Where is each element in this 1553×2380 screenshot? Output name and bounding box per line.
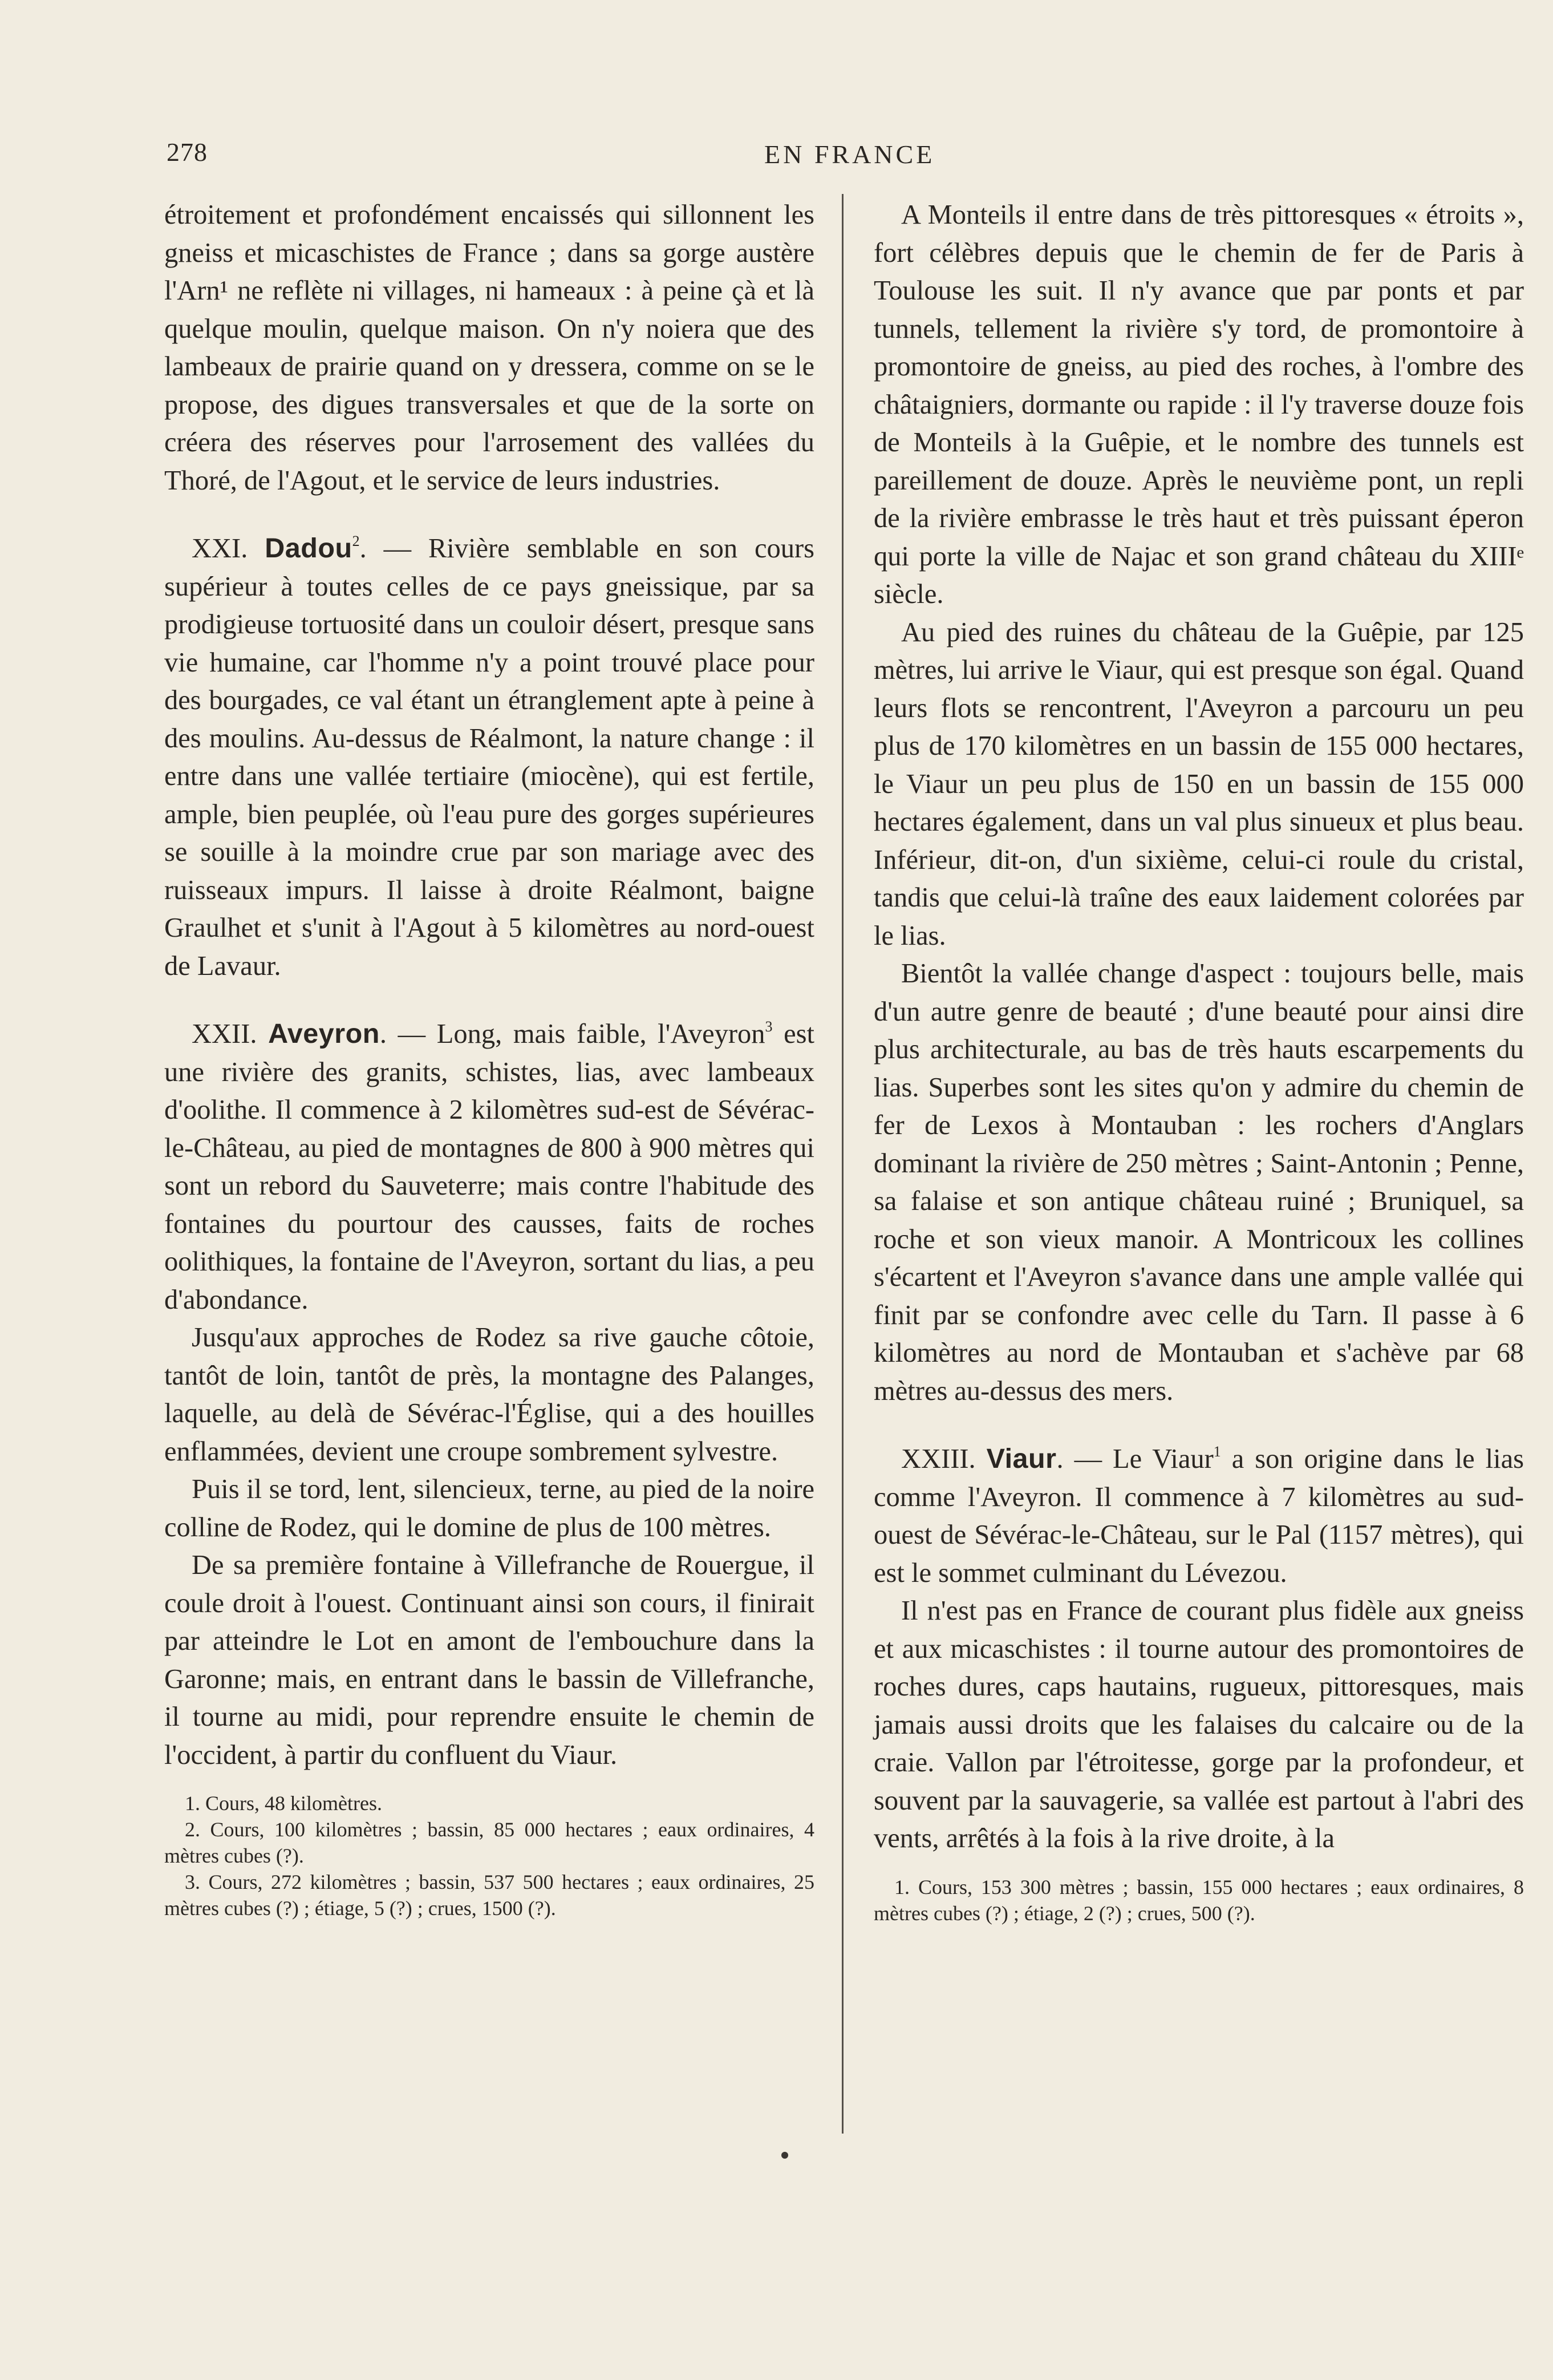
section-title-viaur: Viaur [986,1443,1057,1474]
page-number: 278 [167,137,208,167]
column-divider [842,194,844,2134]
footnotes-left [164,1790,814,1921]
section-xxii [164,1015,814,1319]
section-title-dadou: Dadou [265,533,352,564]
paragraph: Il n'est pas en France de courant plus fidèle aux gneiss et aux micaschistes : il tourne autour des promontoires de roches dures, caps hautains, rugueux, pittoresques, mais jamais aussi droits que les falaises du calcaire ou de la craie. Vallon par l'étroitesse, gorge par la profondeur, et souvent par la sauvagerie, sa vallée est partout à l'abri des vents, arrêtés à la fois à la rive droite, à la [874,1596,1524,1853]
footnote: 3. Cours, 272 kilomètres ; bassin, 537 500 hectares ; eaux ordinaires, 25 mètres cubes (?) ; étiage, 5 (?) ; crues, 1500 (?). [164,1871,814,1920]
section-text: est une rivière des granits, schistes, lias, avec lambeaux d'oolithe. Il commence à 2 kilomètres sud-est de Sévérac-le-Château, au pied de montagnes de 800 à 900 mètres qui sont un rebord du Sauveterre; mais contre l'habitude des fontaines du pourtour des causses, faits de roches oolithiques, la fontaine de l'Aveyron, sortant du lias, a peu d'abondance. [164,1019,814,1315]
section-xxiii [874,1440,1524,1592]
section-text: a son origine dans le lias comme l'Aveyron. Il commence à 7 kilomètres au sud-ouest de Sévérac-le-Château, sur le Pal (1157 mètres), qui est le sommet culminant du Lévezou. [874,1444,1524,1588]
paragraph: Au pied des ruines du château de la Guêpie, par 125 mètres, lui arrive le Viaur, qui est presque son égal. Quand leurs flots se rencontrent, l'Aveyron a parcouru un peu plus de 170 kilomètres en un bassin de 155 000 hectares, le Viaur un peu plus de 150 en un bassin de 155 000 hectares également, dans un val plus sinueux et plus beau. Inférieur, dit-on, d'un sixième, celui-ci roule du cristal, tandis que celui-là traîne des eaux laidement colorées par le lias. [874,617,1524,951]
footnote: 1. Cours, 48 kilomètres. [185,1792,382,1815]
paragraph: Puis il se tord, lent, silencieux, terne, au pied de la noire colline de Rodez, qui le domine de plus de 100 mètres. [164,1474,814,1543]
right-column [874,196,1524,1926]
continuation-paragraph: étroitement et profondément encaissés qui sillonnent les gneiss et micaschistes de France ; dans sa gorge austère l'Arn¹ ne reflète ni villages, ni hameaux : à peine çà et là quelque moulin, quelque maison. On n'y noiera que des lambeaux de prairie quand on y dressera, comme on se le propose, des digues transversales et que de la sorte on créera des réserves pour l'arrosement des vallées du Thoré, de l'Agout, et le service de leurs industries. [164,200,814,496]
footnote: 1. Cours, 153 300 mètres ; bassin, 155 000 hectares ; eaux ordinaires, 8 mètres cubes (?) ; étiage, 2 (?) ; crues, 500 (?). [874,1875,1524,1925]
section-lead: . — Le Viaur [1056,1444,1214,1474]
printer-mark [781,2152,788,2159]
footnote-ref: 2 [352,533,360,549]
section-title-aveyron: Aveyron [268,1018,380,1049]
section-number: XXIII. [901,1444,976,1474]
footnote: 2. Cours, 100 kilomètres ; bassin, 85 000 hectares ; eaux ordinaires, 4 mètres cubes (?). [164,1818,814,1867]
footnotes-right [874,1874,1524,1926]
footnote-ref: 1 [1213,1443,1221,1460]
paragraph: A Monteils il entre dans de très pittoresques « étroits », fort célèbres depuis que le chemin de fer de Paris à Toulouse les suit. Il n'y avance que par ponts et par tunnels, tellement la rivière s'y tord, de promontoire à promontoire de gneiss, au pied des roches, à l'ombre des châtaigniers, dormante ou rapide : il l'y traverse douze fois de Monteils à la Guêpie, et le nombre des tunnels est pareillement de douze. Après le neuvième pont, un repli de la rivière embrasse le très haut et très puissant éperon qui porte la ville de Najac et son grand château du XIIIᵉ siècle. [874,200,1524,609]
left-column [164,196,814,1921]
section-number: XXI. [192,533,248,564]
running-title: EN FRANCE [764,140,935,169]
section-text: . — Rivière semblable en son cours supérieur à toutes celles de ce pays gneissique, par sa prodigieuse tortuosité dans un couloir désert, presque sans vie humaine, car l'homme n'y a point trouvé place pour des bourgades, ce val étant un étranglement apte à peine à des moulins. Au-dessus de Réalmont, la nature change : il entre dans une vallée tertiaire (miocène), qui est fertile, ample, bien peuplée, où l'eau pure des gorges supérieures se souille à la moindre crue par son mariage avec des ruisseaux impurs. Il laisse à droite Réalmont, baigne Graulhet et s'unit à l'Agout à 5 kilomètres au nord-ouest de Lavaur. [164,533,814,981]
paragraph: Jusqu'aux approches de Rodez sa rive gauche côtoie, tantôt de loin, tantôt de près, la montagne des Palanges, laquelle, au delà de Sévérac-l'Église, qui a des houilles enflammées, devient une croupe sombrement sylvestre. [164,1322,814,1467]
paragraph: De sa première fontaine à Villefranche de Rouergue, il coule droit à l'ouest. Continuant ainsi son cours, il finirait par atteindre le Lot en amont de l'embouchure dans la Garonne; mais, en entrant dans le bassin de Villefranche, il tourne au midi, pour reprendre ensuite le chemin de l'occident, à partir du confluent du Viaur. [164,1550,814,1770]
section-lead: . — Long, mais faible, l'Aveyron [379,1019,765,1049]
section-number: XXII. [192,1019,257,1049]
paragraph: Bientôt la vallée change d'aspect : toujours belle, mais d'un autre genre de beauté ; d'une beauté pour ainsi dire plus architecturale, au bas de très hauts escarpements du lias. Superbes sont les sites qu'on y admire du chemin de fer de Lexos à Montauban : les rochers d'Anglars dominant la rivière de 250 mètres ; Saint-Antonin ; Penne, sa falaise et son antique château ruiné ; Bruniquel, sa roche et son vieux manoir. A Montricoux les collines s'écartent et l'Aveyron s'avance dans une ample vallée qui finit par se confondre avec celle du Tarn. Il passe à 6 kilomètres au nord de Montauban et s'achève par 68 mètres au-dessus des mers. [874,958,1524,1406]
footnote-ref: 3 [765,1018,773,1035]
section-xxi [164,529,814,985]
